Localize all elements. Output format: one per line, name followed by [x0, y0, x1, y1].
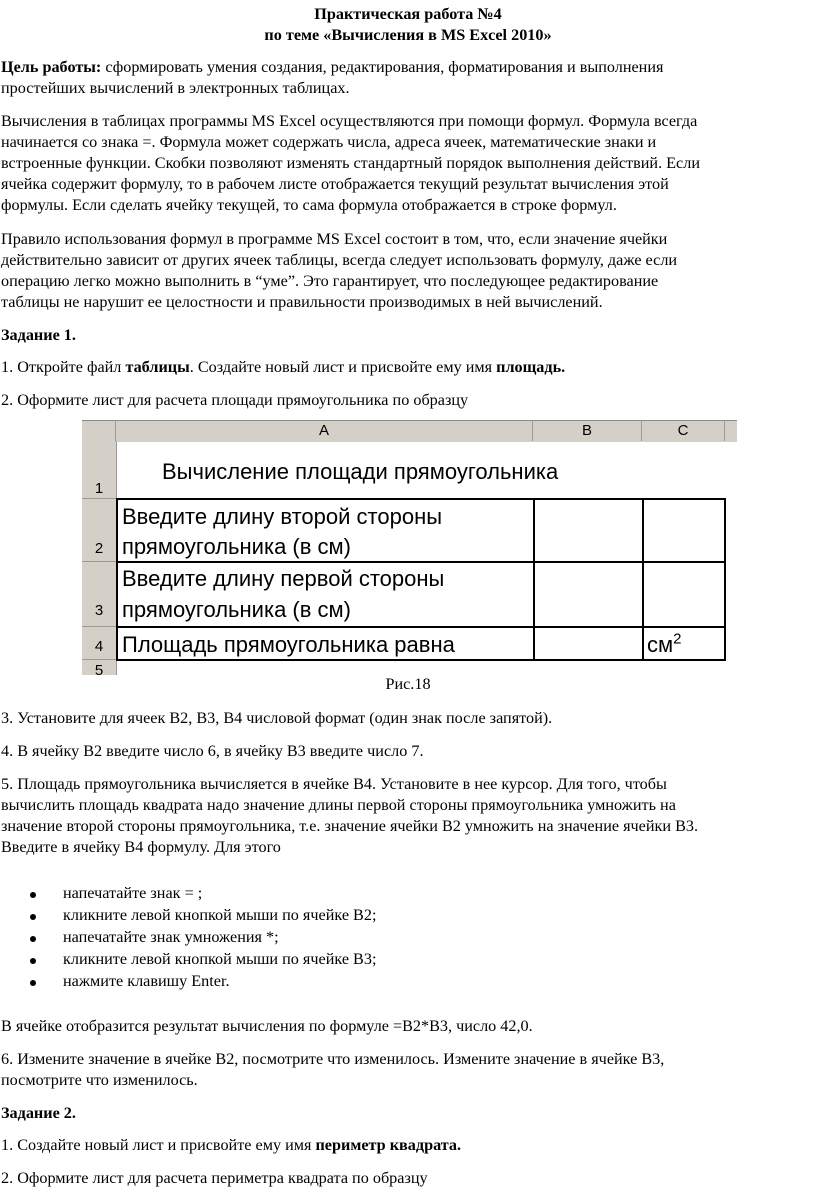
bullet-icon	[30, 914, 36, 920]
task2-step1: 1. Создайте новый лист и присвойте ему имя периметр квадрата.	[1, 1136, 462, 1154]
column-header-b: B	[533, 420, 642, 441]
document-page: Практическая работа №4 по теме «Вычисления в MS Excel 2010» Цель работы: сформировать умения создания, редактирования, форматирования и выполнения простейших вычислений в электронных таблицах. Вычисления в таблицах программы MS Excel осуществляются при помощи формул. Формула всегда начинается со знака =. Формула может содержать числа, адреса ячеек, математические знаки и встроенные функции. Скобки позволяют изменять стандартный порядок выполнения действий. Если ячейка содержит формулу, то в рабочем листе отображается текущий результат вычисления этой формулы. Если сделать ячейку текущей, то сама формула отображается в строке формул. Правило использования формул в программе MS Excel состоит в том, что, если значение ячейки действительно зависит от других ячеек таблицы, всегда следует использовать формулу, даже если операцию легко можно выполнить в “уме”. Это гарантирует, что последующее редактирование таблицы не нарушит ее целостности и правильности производимых в ней вычислений. Задание 1. 1. Откройте файл таблицы. Создайте новый лист и присвойте ему имя площадь. 2. Оформите лист для расчета площади прямоугольника по образцу A B C 1 2 3 4 5 Вычисление площади прямоугольника Введите длину второй стороны прямоугольника (в см) Введите длину первой стороны прямоугольника (в см) Площадь прямоугольника равна $см^2$ Рис.18 3. Установите для ячеек В2, В3, В4 числовой формат (один знак после запятой). 4. В ячейку В2 введите число 6, в ячейку В3 введите число 7. 5. Площадь прямоугольника вычисляется в ячейке В4. Установите в нее курсор. Для того, чтобы вычислить площадь квадрата надо значение длины первой стороны прямоугольника умножить на значение второй стороны прямоугольника, т.е. значение ячейки В2 умножить на значение ячейки В3. Введите в ячейку В4 формулу. Для этого напечатайте знак = ; кликните левой кнопкой мыши по ячейке В2; напечатайте знак умножения *; кликните левой кнопкой мыши по ячейке В3; нажмите клавишу Enter. В ячейке отобразится результат вычисления по формуле =В2*В3, число 42,0. 6. Измените значение в ячейке В2, посмотрите что изменилось. Измените значение в ячейке В3, посмотрите что изменилось. Задание 2. 1. Создайте новый лист и присвойте ему имя периметр квадрата. 2. Оформите лист для расчета периметра квадрата по образцу	[0, 0, 816, 1200]
task1-step3: 3. Установите для ячеек В2, В3, В4 числовой формат (один знак после запятой).	[1, 709, 553, 727]
cell-a3-line2: прямоугольника (в см)	[122, 597, 351, 622]
goal-line-2: простейших вычислений в электронных таблицах.	[1, 79, 350, 97]
task2-step2: 2. Оформите лист для расчета периметра квадрата по образцу	[1, 1169, 428, 1187]
task1-step6-line: 6. Измените значение в ячейке В2, посмотрите что изменилось. Измените значение в ячейке В3,	[1, 1050, 665, 1068]
cell-c4	[647, 629, 681, 660]
gridline	[116, 498, 118, 661]
cell-a4: Площадь прямоугольника равна	[122, 632, 455, 657]
cell-c4-superscript: 2	[673, 630, 682, 648]
row-header-1: 1	[94, 480, 104, 497]
task2-heading: Задание 2.	[1, 1104, 76, 1122]
task1-step5-line: вычислить площадь квадрата надо значение длины первой стороны прямоугольника умножить на	[1, 796, 676, 814]
task1-step5-line: 5. Площадь прямоугольника вычисляется в ячейке В4. Установите в нее курсор. Для того, чтобы	[1, 775, 667, 793]
cell-a2-line2: прямоугольника (в см)	[122, 534, 351, 559]
row-header-5: 5	[94, 662, 104, 675]
intro-p1-line: Вычисления в таблицах программы MS Excel осуществляются при помощи формул. Формула всегда	[1, 112, 698, 130]
bullet-icon	[30, 892, 36, 898]
gridline	[116, 626, 726, 628]
row-separator	[82, 498, 116, 499]
column-header-c: C	[642, 420, 725, 441]
intro-p1-line: ячейка содержит формулу, то в рабочем листе отображается текущий результат вычисления этой	[1, 175, 669, 193]
task1-step4: 4. В ячейку В2 введите число 6, в ячейку В3 введите число 7.	[1, 742, 424, 760]
task1-step1: 1. Откройте файл таблицы. Создайте новый лист и присвойте ему имя площадь.	[1, 358, 566, 376]
figure-caption: Рис.18	[385, 675, 431, 693]
task1-step2: 2. Оформите лист для расчета площади прямоугольника по образцу	[1, 391, 469, 409]
cell-a2-line1: Введите длину второй стороны	[122, 504, 443, 529]
row-header-3: 3	[94, 602, 104, 619]
bullet-icon	[30, 936, 36, 942]
intro-p1-line: начинается со знака =. Формула может содержать числа, адреса ячеек, математические знаки и	[1, 133, 657, 151]
intro-p1-line: встроенные функции. Скобки позволяют изменять стандартный порядок выполнения действий. Если	[1, 154, 700, 172]
intro-p1-line: формулы. Если сделать ячейку текущей, то сама формула отображается в строке формул.	[1, 196, 617, 214]
gridline	[533, 498, 535, 661]
row-separator	[82, 561, 116, 562]
cell-a1: Вычисление площади прямоугольника	[162, 459, 559, 484]
gridline	[116, 498, 726, 500]
task1-step6-line: посмотрите что изменилось.	[1, 1071, 198, 1089]
gridline	[724, 498, 726, 661]
goal-line-1: Цель работы: сформировать умения создания, редактирования, форматирования и выполнения	[1, 58, 664, 76]
cell-c4-unit: см	[647, 632, 674, 657]
row-separator	[82, 626, 116, 627]
task1-step5-line: Введите в ячейку В4 формулу. Для этого	[1, 838, 281, 856]
result-line: В ячейке отобразится результат вычисления по формуле =В2*В3, число 42,0.	[1, 1017, 533, 1035]
title-line-2: по теме «Вычисления в MS Excel 2010»	[264, 26, 552, 44]
row-header-2: 2	[94, 540, 104, 557]
bullet-icon	[30, 958, 36, 964]
intro-p2-line: действительно зависит от других ячеек таблицы, всегда следует использовать формулу, даже если	[1, 251, 678, 269]
excel-figure	[82, 420, 737, 675]
gridline	[642, 498, 644, 661]
cell-a3-line1: Введите длину первой стороны	[122, 566, 445, 591]
bullet-icon	[30, 980, 36, 986]
intro-p2-line: операцию легко можно выполнить в “уме”. Это гарантирует, что последующее редактирование	[1, 272, 659, 290]
task1-heading: Задание 1.	[1, 326, 76, 344]
intro-p2-line: таблицы не нарушит ее целостности и правильности производимых в ней вычислений.	[1, 293, 603, 311]
row-header-4: 4	[94, 638, 104, 655]
column-header-a: A	[116, 420, 533, 441]
task1-step5-line: значение второй стороны прямоугольника, т.е. значение ячейки В2 умножить на значение ячейки В3.	[1, 817, 699, 835]
corner-cell	[82, 420, 116, 441]
title-line-1: Практическая работа №4	[314, 5, 502, 23]
intro-p2-line: Правило использования формул в программе MS Excel состоит в том, что, если значение ячейки	[1, 230, 668, 248]
